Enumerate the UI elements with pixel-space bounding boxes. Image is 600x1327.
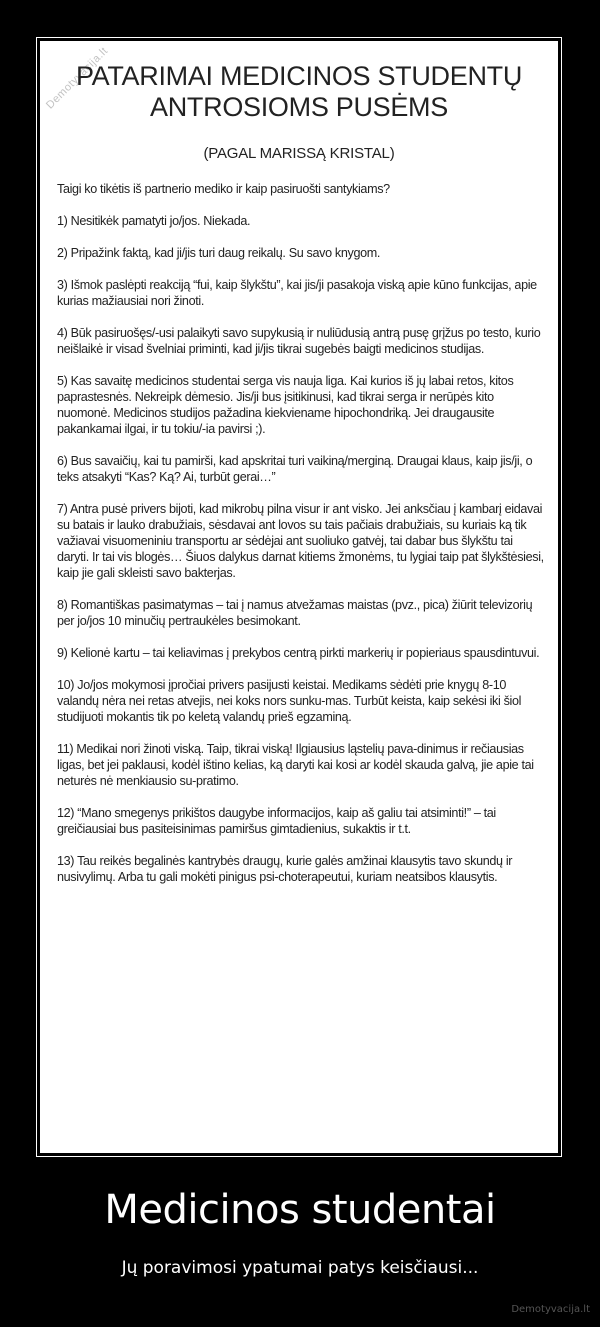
intro-paragraph: Taigi ko tikėtis iš partnerio mediko ir kaip pasiruošti santykiams?: [57, 182, 390, 196]
caption-subtitle: Jų poravimosi ypatumai patys keisčiausi...: [121, 1258, 479, 1278]
site-watermark-link[interactable]: Demotyvacija.lt: [511, 1304, 590, 1315]
tip-9: 9) Kelionė kartu – tai keliavimas į prekybos centrą pirkti markerių ir popieriaus spausdintuvui.: [57, 646, 540, 660]
tip-6: 6) Bus savaičių, kai tu pamirši, kad apskritai turi vaikiną/merginą. Draugai klaus, kaip jis/ji, o teks atsakyti “Kas? Ką? Ai, turbūt gerai…”: [57, 454, 533, 484]
poster-title: [40, 61, 558, 123]
tip-11: 11) Medikai nori žinoti viską. Taip, tikrai viską! Ilgiausius ląstelių pava-dinimus ir rečiausias ligas, bet jei paklausi, kodėl ištino kelias, ką daryti kai kosi ar kodėl skauda galvą, jie apie tai neturės nė menkiausio su-pratimo.: [57, 742, 534, 788]
poster-panel: [40, 41, 558, 1153]
poster-body: [57, 181, 544, 901]
poster-title-line1: PATARIMAI MEDICINOS STUDENTŲ: [75, 61, 523, 91]
corner-watermark: Demotyvacija.lt: [44, 44, 111, 112]
poster-subtitle: (PAGAL MARISSĄ KRISTAL): [203, 145, 395, 162]
poster-frame: [36, 37, 562, 1157]
caption-title: Medicinos studentai: [104, 1187, 496, 1233]
tip-13: 13) Tau reikės begalinės kantrybės draugų, kurie galės amžinai klausytis tavo skundų ir nusivylimų. Arba tu gali mokėti pinigus psi-choterapeutui, kuriam neatsibos klausytis.: [57, 854, 513, 884]
tip-4: 4) Būk pasiruošęs/-usi palaikyti savo supykusią ir nuliūdusią antrą pusę grįžus po testo, kurio neišlaikė ir visad švelniai priminti, kad ji/jis tikrai sugebės baigti medicinos studijas.: [57, 326, 541, 356]
tip-1: 1) Nesitikėk pamatyti jo/jos. Niekada.: [57, 214, 251, 228]
tip-12: 12) “Mano smegenys prikištos daugybe informacijos, kaip aš galiu tai atsiminti!” – tai greičiausiai bus pasiteisinimas pamiršus gimtadienius, sukaktis ir t.t.: [57, 806, 496, 836]
poster-title-line2: ANTROSIOMS PUSĖMS: [150, 92, 448, 122]
tip-2: 2) Pripažink faktą, kad ji/jis turi daug reikalų. Su savo knygom.: [57, 246, 381, 260]
tip-5: 5) Kas savaitę medicinos studentai serga vis nauja liga. Kai kurios iš jų labai retos, kitos paprastesnės. Nekreipk dėmesio. Jis/ji bus įsitikinusi, kad tikrai serga ir nerūpės kito nuomonė. Medicinos studijos pažadina kiekviename hipochondriką. Jei draugausite pakankamai ilgai, ir tu tokiu/-ia pavirsi ;).: [57, 374, 514, 436]
tip-8: 8) Romantiškas pasimatymas – tai į namus atvežamas maistas (pvz., pica) žiūrit televizorių per jo/jos 10 minučių pertraukėles besimokant.: [57, 598, 533, 628]
tip-7: 7) Antra pusė privers bijoti, kad mikrobų pilna visur ir ant visko. Jei anksčiau į kambarį eidavai su batais ir lauko drabužiais, sėsdavai ant lovos su tais pačiais drabužiais, su kuriais ką tik važiavai visuomeniniu transportu ar sėdėjai ant suoliuko gatvėj, tai dabar bus šlykštu tai daryti. Ir tai vis blogės… Šiuos dalykus darnat kitiems žmonėms, tu lygiai taip pat šlykštėsiesi, kaip jie gali skleisti savo bakterjas.: [57, 502, 544, 580]
tip-10: 10) Jo/jos mokymosi įpročiai privers pasijusti keistai. Medikams sėdėti prie knygų 8-10 valandų nėra nei retas atvejis, nei koks nors sunku-mas. Turbūt keista, kaip sekėsi iki šiol studijuoti mokantis tik po keletą valandų prieš egzaminą.: [57, 678, 522, 724]
tip-3: 3) Išmok paslėpti reakciją “fui, kaip šlykštu”, kai jis/ji pasakoja viską apie kūno funkcijas, apie kurias mažiausiai nori žinoti.: [57, 278, 537, 308]
